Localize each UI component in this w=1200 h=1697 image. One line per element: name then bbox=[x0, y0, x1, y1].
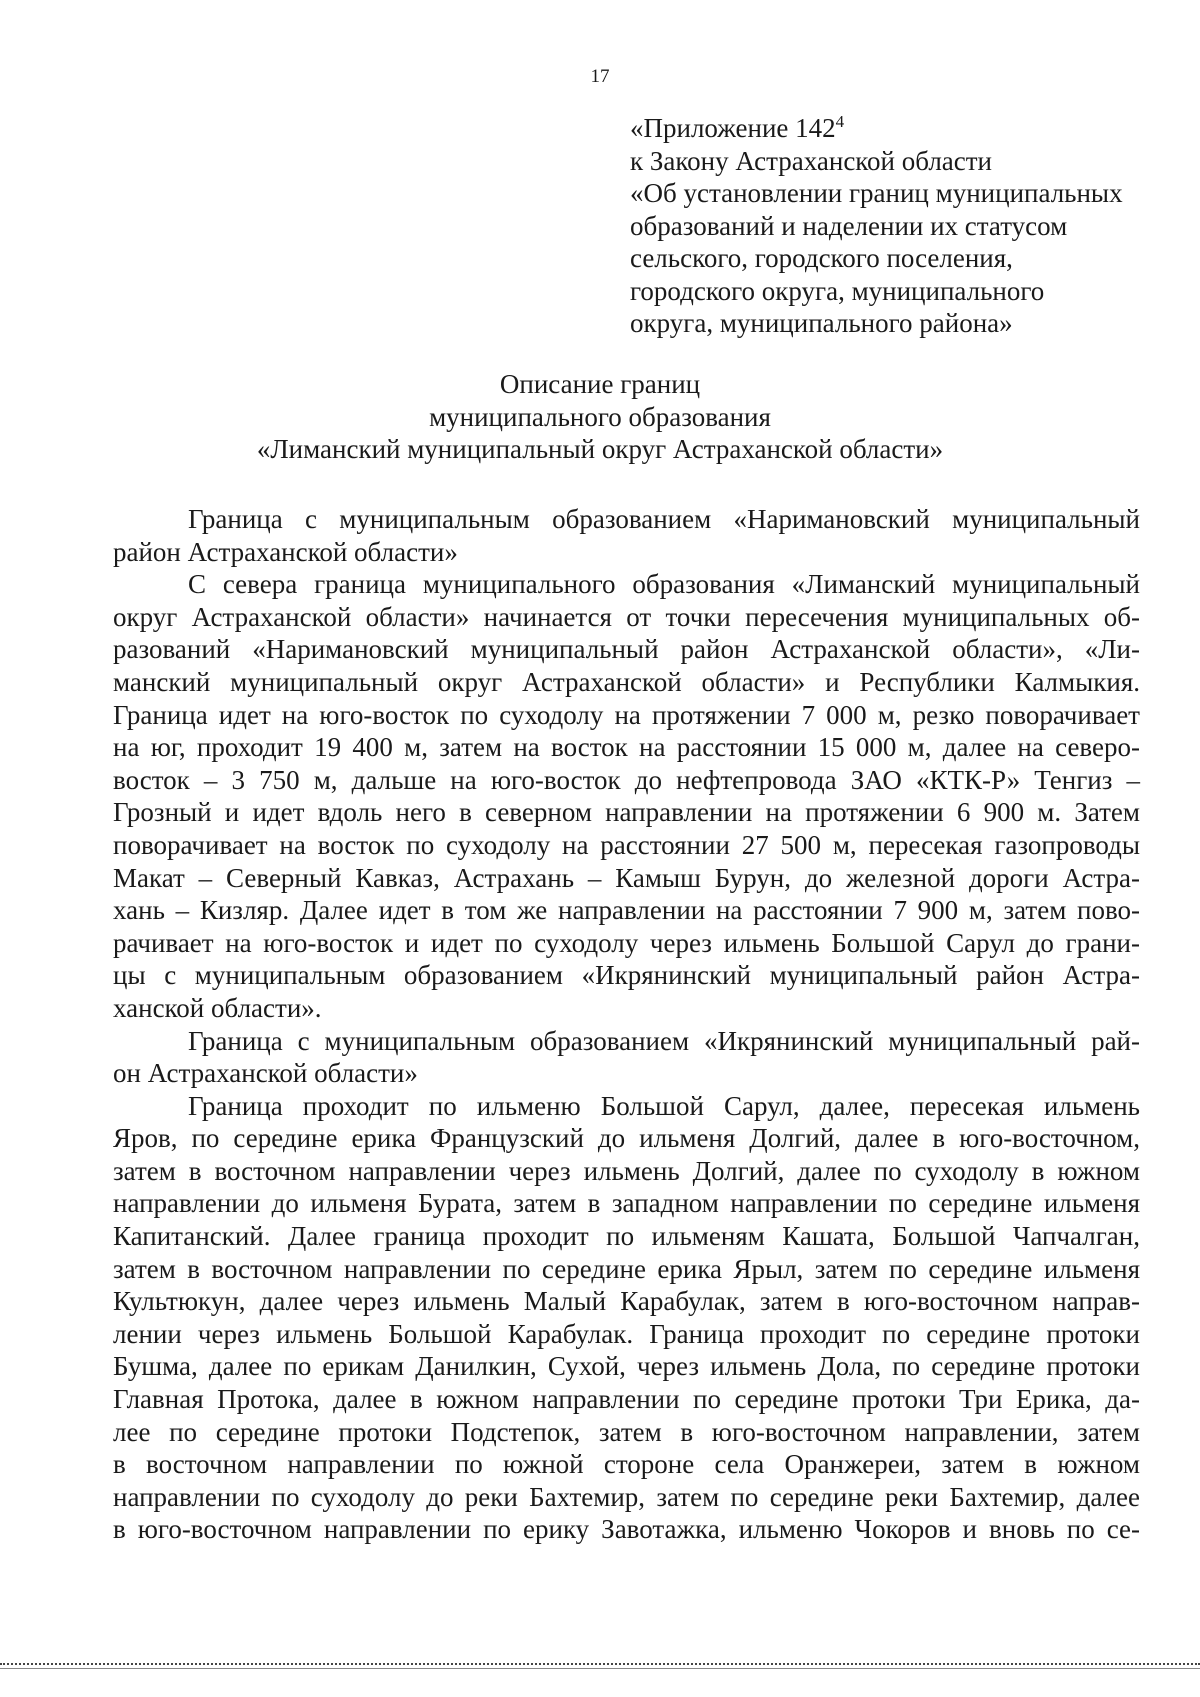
body-line: направлении до ильменя Бурата, затем в западном направлении по середине ильменя bbox=[113, 1188, 1140, 1219]
section-heading-ikryaninsky-cont: он Астраханской области» bbox=[113, 1058, 418, 1089]
appendix-title-text: «Приложение 142 bbox=[630, 113, 836, 143]
body-line: поворачивает на восток по суходолу на расстоянии 27 500 м, пересекая газопроводы bbox=[113, 829, 1140, 860]
body-line: Бушма, далее по ерикам Данилкин, Сухой, через ильмень Дола, по середине протоки bbox=[113, 1351, 1140, 1382]
section-heading-narimanovsky: Граница с муниципальным образованием «Наримановский муниципальный bbox=[188, 504, 1140, 534]
document-heading bbox=[0, 368, 1200, 466]
section-heading-narimanovsky-cont: район Астраханской области» bbox=[113, 536, 458, 567]
appendix-line: к Закону Астраханской области bbox=[630, 145, 993, 176]
body-line: Капитанский. Далее граница проходит по ильменям Кашата, Большой Чапчалган, bbox=[113, 1221, 1140, 1252]
body-line: затем в восточном направлении по середине ерика Ярыл, затем по середине ильменя bbox=[113, 1253, 1140, 1284]
appendix-line: округа, муниципального района» bbox=[630, 308, 1013, 338]
heading-line: «Лиманский муниципальный округ Астраханской области» bbox=[256, 434, 944, 464]
scan-edge-rule-secondary bbox=[0, 1668, 1200, 1669]
body-line: ханской области». bbox=[113, 992, 322, 1023]
body-line: разований «Наримановский муниципальный район Астраханской области», «Ли- bbox=[113, 634, 1140, 665]
body-line: направлении по суходолу до реки Бахтемир, затем по середине реки Бахтемир, далее bbox=[113, 1481, 1140, 1512]
heading-line: муниципального образования bbox=[429, 401, 771, 432]
body-line: Граница идет на юго-восток по суходолу на протяжении 7 000 м, резко поворачивает bbox=[113, 699, 1140, 730]
appendix-title-superscript: 4 bbox=[835, 112, 845, 131]
body-line: на юг, проходит 19 400 м, затем на восток на расстоянии 15 000 м, далее на северо- bbox=[113, 732, 1140, 763]
body-line: Культюкун, далее через ильмень Малый Карабулак, затем в юго-восточном направ- bbox=[113, 1286, 1140, 1317]
page-number: 17 bbox=[590, 66, 610, 87]
section-heading-ikryaninsky: Граница с муниципальным образованием «Икрянинский муниципальный рай- bbox=[188, 1025, 1140, 1056]
body-line: манский муниципальный округ Астраханской области» и Республики Калмыкия. bbox=[113, 666, 1140, 697]
body-line: Яров, по середине ерика Французский до ильменя Долгий, далее в юго-восточном, bbox=[113, 1123, 1140, 1154]
body-line: в юго-восточном направлении по ерику Завотажка, ильменю Чокоров и вновь по се- bbox=[113, 1514, 1140, 1545]
body-line: лее по середине протоки Подстепок, затем в юго-восточном направлении, затем bbox=[113, 1416, 1140, 1447]
body-line: С севера граница муниципального образования «Лиманский муниципальный bbox=[188, 569, 1140, 600]
body-line: Макат – Северный Кавказ, Астрахань – Камыш Бурун, до железной дороги Астра- bbox=[113, 862, 1140, 893]
body-line: округ Астраханской области» начинается от точки пересечения муниципальных об- bbox=[113, 601, 1140, 632]
body-line: Главная Протока, далее в южном направлении по середине протоки Три Ерика, да- bbox=[113, 1384, 1140, 1415]
appendix-line: сельского, городского поселения, bbox=[630, 243, 1013, 273]
body-line: лении через ильмень Большой Карабулак. Граница проходит по середине протоки bbox=[113, 1318, 1140, 1349]
appendix-title bbox=[630, 112, 1150, 145]
body-line: Грозный и идет вдоль него в северном направлении на протяжении 6 900 м. Затем bbox=[113, 797, 1140, 828]
heading-line: Описание границ bbox=[499, 369, 701, 399]
body-line: Граница проходит по ильменю Большой Сарул, далее, пересекая ильмень bbox=[188, 1090, 1140, 1121]
document-body bbox=[113, 503, 1140, 1546]
scan-edge-rule bbox=[0, 1663, 1200, 1665]
body-line: рачивает на юго-восток и идет по суходолу через ильмень Большой Сарул до грани- bbox=[113, 927, 1140, 958]
body-line: затем в восточном направлении через ильмень Долгий, далее по суходолу в южном bbox=[113, 1155, 1140, 1186]
body-line: цы с муниципальным образованием «Икрянинский муниципальный район Астра- bbox=[113, 960, 1140, 991]
appendix-line: «Об установлении границ муниципальных bbox=[630, 178, 1123, 208]
appendix-header bbox=[630, 112, 1150, 340]
appendix-line: образований и наделении их статусом bbox=[630, 210, 1068, 241]
body-line: в восточном направлении по южной стороне села Оранжереи, затем в южном bbox=[113, 1449, 1140, 1480]
body-line: хань – Кизляр. Далее идет в том же направлении на расстоянии 7 900 м, затем пово- bbox=[113, 895, 1140, 926]
body-line: восток – 3 750 м, дальше на юго-восток до нефтепровода ЗАО «КТК-Р» Тенгиз – bbox=[113, 764, 1140, 795]
appendix-line: городского округа, муниципального bbox=[630, 275, 1045, 306]
